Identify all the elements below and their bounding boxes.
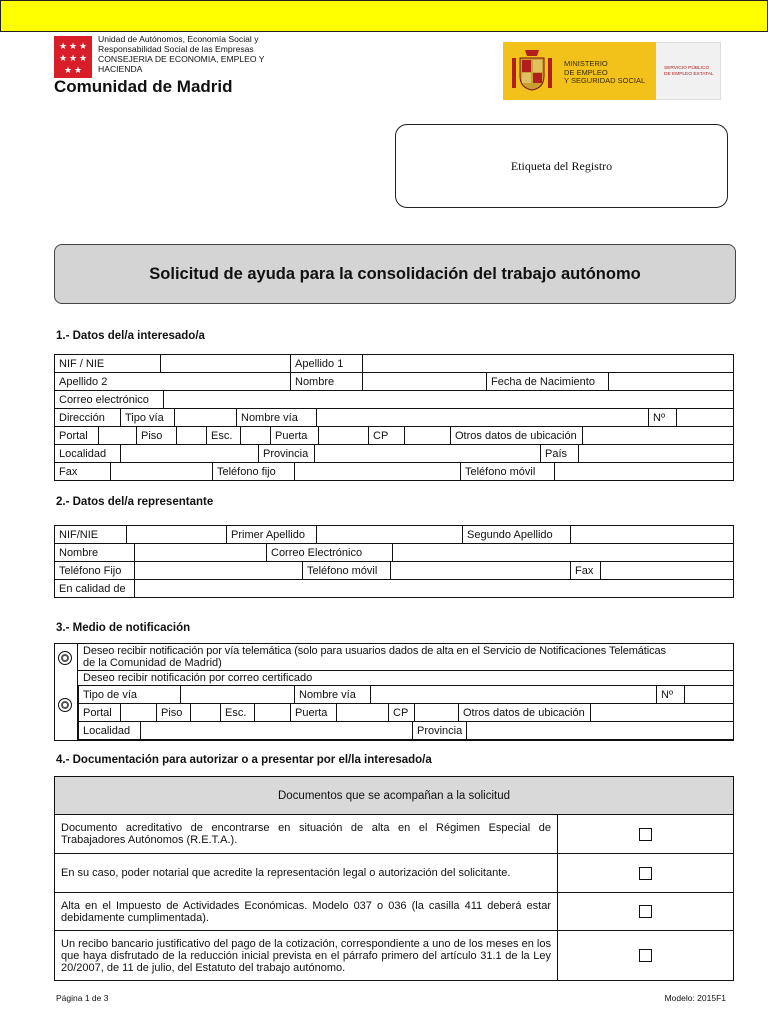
section2-table-row3 [54,561,734,580]
section1-table-row5 [54,426,734,445]
rep-telefono-movil-field[interactable] [391,562,571,580]
rep-nombre-field[interactable] [135,544,267,562]
apellido2-label: Apellido 2 [55,373,291,391]
telefono-movil-field[interactable] [555,463,734,481]
rep-segundo-apellido-field[interactable] [571,526,734,544]
table-row [55,526,734,544]
section3-heading: 3.- Medio de notificación [56,622,191,634]
coat-of-arms-icon [510,48,554,94]
rep-fax-label: Fax [571,562,601,580]
otros-datos-label: Otros datos de ubicación [451,427,583,445]
notif-esc-field[interactable] [255,704,291,722]
ministry-line: Y SEGURIDAD SOCIAL [564,76,646,85]
section1-table-row2 [54,372,734,391]
document-text: Alta en el Impuesto de Actividades Económicas. Modelo 037 o 036 (la casilla 411 deberá estar debidamente cumplimentada). [55,893,558,931]
localidad-field[interactable] [121,445,259,463]
table-row [55,391,734,409]
sepe-text [664,66,714,77]
puerta-field[interactable] [319,427,369,445]
table-row [79,704,734,722]
rep-fax-field[interactable] [601,562,734,580]
notif-portal-field[interactable] [121,704,157,722]
notif-otros-datos-field[interactable] [591,704,734,722]
organization-lines [98,34,298,74]
notif-cp-label: CP [389,704,415,722]
rep-telefono-movil-label: Teléfono móvil [303,562,391,580]
portal-label: Portal [55,427,99,445]
table-row [55,463,734,481]
form-title-text: Solicitud de ayuda para la consolidación del trabajo autónomo [149,264,641,283]
apellido1-field[interactable] [363,355,734,373]
ministry-line: DE EMPLEO [564,67,608,77]
piso-field[interactable] [177,427,207,445]
piso-label: Piso [137,427,177,445]
section1-table-row4 [54,408,734,427]
notif-esc-label: Esc. [221,704,255,722]
registry-label: Etiqueta del Registro [510,158,613,173]
apellido1-label: Apellido 1 [291,355,363,373]
table-row [55,427,734,445]
document-cell [558,815,734,854]
pais-field[interactable] [579,445,734,463]
divider [78,670,734,671]
localidad-label: Localidad [55,445,121,463]
page-number: Página 1 de 3 [56,993,109,1003]
otros-datos-field[interactable] [583,427,734,445]
document-checkbox[interactable] [639,949,652,962]
rep-calidad-field[interactable] [135,580,734,598]
numero-field[interactable] [677,409,734,427]
section2-heading: 2.- Datos del/a representante [56,496,214,508]
section3-table-row1 [78,685,734,704]
table-row [55,580,734,598]
notif-portal-label: Portal [79,704,121,722]
top-yellow-bar [0,0,768,32]
postal-notification-radio[interactable] [58,698,72,712]
organization-name: Comunidad de Madrid [54,77,233,96]
section2-table-row4 [54,579,734,598]
form-title [54,244,736,304]
document-cell [558,931,734,981]
document-text: Documento acreditativo de encontrarse en situación de alta en el Régimen Especial de Trabajadores Autónomos (R.E.T.A.). [55,815,558,854]
rep-telefono-fijo-field[interactable] [135,562,303,580]
nif-label: NIF / NIE [55,355,161,373]
model-number: Modelo: 2015F1 [664,993,726,1003]
ministry-line: MINISTERIO [564,59,608,68]
rep-correo-label: Correo Electrónico [267,544,393,562]
esc-label: Esc. [207,427,241,445]
table-row [55,815,734,854]
documents-header: Documentos que se acompañan a la solicitud [55,777,734,815]
org-line: Responsabilidad Social de las Empresas [98,44,254,54]
portal-field[interactable] [99,427,137,445]
notif-localidad-field[interactable] [141,722,413,740]
table-row [55,355,734,373]
rep-telefono-fijo-label: Teléfono Fijo [55,562,135,580]
notif-localidad-label: Localidad [79,722,141,740]
nif-field[interactable] [161,355,291,373]
fax-label: Fax [55,463,111,481]
section3-table-row3 [78,721,734,740]
esc-field[interactable] [241,427,271,445]
notif-puerta-label: Puerta [291,704,337,722]
telefono-movil-label: Teléfono móvil [461,463,555,481]
table-row [55,373,734,391]
registry-label-box [395,124,728,208]
table-row [55,544,734,562]
notif-puerta-field[interactable] [337,704,389,722]
notif-tipo-via-label: Tipo de vía [79,686,181,704]
section1-table-row6 [54,444,734,463]
direccion-label: Dirección [55,409,121,427]
postal-notification-text: Deseo recibir notificación por correo certificado [83,672,313,684]
section4-heading: 4.- Documentación para autorizar o a presentar por el/la interesado/a [56,754,432,766]
section2-table-row2 [54,543,734,562]
fecha-nacimiento-field[interactable] [609,373,734,391]
notif-piso-field[interactable] [191,704,221,722]
section2-table-row1 [54,525,734,544]
notif-tipo-via-field[interactable] [181,686,295,704]
fax-field[interactable] [111,463,213,481]
rep-nombre-label: Nombre [55,544,135,562]
notif-numero-field[interactable] [685,686,734,704]
org-line: CONSEJERIA DE ECONOMIA, EMPLEO Y [98,54,265,64]
document-checkbox[interactable] [639,828,652,841]
rep-calidad-label: En calidad de [55,580,135,598]
telefono-fijo-label: Teléfono fijo [213,463,295,481]
rep-correo-field[interactable] [393,544,734,562]
nombre-via-field[interactable] [317,409,649,427]
section1-table-row1 [54,354,734,373]
telematic-line: de la Comunidad de Madrid) [83,657,222,669]
notif-numero-label: Nº [657,686,685,704]
tipo-via-field[interactable] [175,409,237,427]
telematic-notification-radio[interactable] [58,651,72,665]
rep-segundo-apellido-label: Segundo Apellido [463,526,571,544]
table-row [55,931,734,981]
comunidad-madrid-flag-logo: ★ ★ ★ ★ ★ ★ ★ ★ [54,36,92,78]
org-line: Unidad de Autónomos, Economía Social y [98,34,259,44]
document-checkbox[interactable] [639,867,652,880]
provincia-field[interactable] [315,445,541,463]
notif-piso-label: Piso [157,704,191,722]
org-line: HACIENDA [98,64,143,74]
notif-provincia-label: Provincia [413,722,467,740]
tipo-via-label: Tipo vía [121,409,175,427]
document-cell [558,893,734,931]
table-header-row [55,777,734,815]
section1-heading: 1.- Datos del/a interesado/a [56,330,205,342]
table-row [55,562,734,580]
sepe-line: DE EMPLEO ESTATAL [664,71,714,77]
telematic-notification-text [83,645,731,669]
nombre-via-label: Nombre vía [237,409,317,427]
correo-field[interactable] [164,391,734,409]
ministry-text [564,60,645,86]
table-row [79,722,734,740]
document-text: En su caso, poder notarial que acredite la representación legal o autorización del solicitante. [55,854,558,893]
rep-primer-apellido-label: Primer Apellido [227,526,317,544]
numero-label: Nº [649,409,677,427]
cp-label: CP [369,427,405,445]
rep-nif-field[interactable] [127,526,227,544]
notif-otros-datos-label: Otros datos de ubicación [459,704,591,722]
section1-table-row3 [54,390,734,409]
notif-nombre-via-field[interactable] [371,686,657,704]
nombre-label: Nombre [291,373,363,391]
table-row [55,854,734,893]
table-row [55,893,734,931]
rep-nif-label: NIF/NIE [55,526,127,544]
notif-nombre-via-label: Nombre vía [295,686,371,704]
document-text: Un recibo bancario justificativo del pago de la cotización, correspondiente a uno de los meses en los que haya disfrutado de la reducción inicial prevista en el párrafo primero del artículo 31.1 de la Ley 20/2007, de 11 de julio, del Estatuto del trabajo autónomo. [55,931,558,981]
sepe-line: SERVICIO PÚBLICO [664,66,710,71]
pais-label: País [541,445,579,463]
rep-primer-apellido-field[interactable] [317,526,463,544]
cp-field[interactable] [405,427,451,445]
table-row [55,409,734,427]
section1-table-row7 [54,462,734,481]
provincia-label: Provincia [259,445,315,463]
table-row [79,686,734,704]
notif-provincia-field[interactable] [467,722,734,740]
fecha-nacimiento-label: Fecha de Nacimiento [487,373,609,391]
nombre-field[interactable] [363,373,487,391]
notif-cp-field[interactable] [415,704,459,722]
correo-label: Correo electrónico [55,391,164,409]
document-checkbox[interactable] [639,905,652,918]
telefono-fijo-field[interactable] [295,463,461,481]
puerta-label: Puerta [271,427,319,445]
documents-table [54,776,734,981]
section3-table-row2 [78,703,734,722]
telematic-line: Deseo recibir notificación por vía telemática (solo para usuarios dados de alta en el Servicio de Notificaciones Telemáticas [83,645,666,657]
table-row [55,445,734,463]
document-cell [558,854,734,893]
